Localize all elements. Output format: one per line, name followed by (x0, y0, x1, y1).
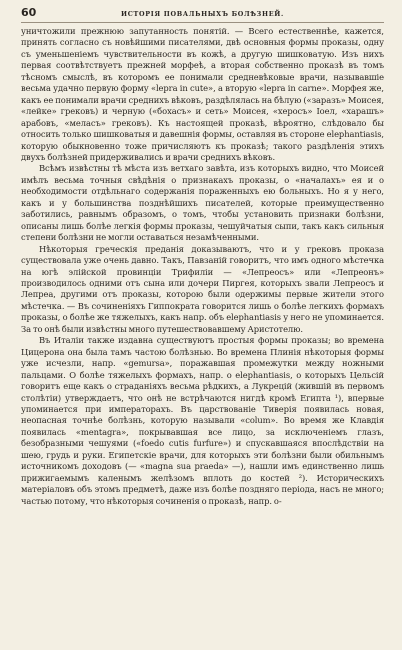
body-text (21, 26, 384, 507)
page-header (21, 6, 384, 23)
paragraph: уничтожили прежнюю запутанность понятій. — Всего естественнѣе, кажется, принять согласно съ новѣйшими писателями, двѣ основныя формы проказы, одну съ уменьшеніемъ чувствительности въ кожѣ, а другую шишковатую. Изъ нихъ первая соотвѣтствуетъ прежней морфеѣ, а вторая собственно проказѣ въ томъ тѣсномъ смыслѣ, въ которомъ ее понимали средневѣковые врачи, называвшіе весьма удачно первую форму «lepra in cute», а вторую «lepra in carne». Морфея же, какъ ее понимали врачи среднихъ вѣковъ, раздѣлялась на бѣлую («заразъ» Моисея, «лейке» грековъ) и черную («бохасъ» и сеть» Моисея, «херосъ» Іоел, «харашъ» арабовъ, «меласъ» грековъ). Къ настоящей проказѣ, вѣроятно, слѣдовало бы относить только шишковатыя и давешнія формы, оставляя въ стороне elephantiasis, которую обыкновенно тоже причисляютъ къ проказѣ; такого раздѣленія этихъ двухъ болѣзней придерживались и врачи среднихъ вѣковъ. (21, 26, 384, 162)
running-title: ИСТОРІЯ ПОВАЛЬНЫХЪ БОЛѢЗНЕЙ. (121, 10, 284, 18)
page-number: 60 (21, 6, 37, 19)
paragraph: Нѣкоторыя греческія преданія доказываютъ, что и у грековъ проказа существовала уже очень давно. Такъ, Павзаній говоритъ, что имъ одного мѣстечка на югѣ элійской провинціи Трифиліи — «Лепреосъ» или «Лепреонъ» производилось одними отъ сына или дочери Пиргея, которыхъ звали Лепреосъ и Лепреа, другими отъ проказы, которою были одержимы первые жители этого мѣстечка. — Въ сочиненіяхъ Гиппократа говорится лишь о болѣе легкихъ формахъ проказы, о болѣе же тяжелыхъ, какъ напр. объ elephantiasis у него не упоминается. За то онѣ были извѣстны много путешествовавшему Аристотелю. (21, 243, 384, 334)
paragraph: Всѣмъ извѣстны тѣ мѣста изъ ветхаго завѣта, изъ которыхъ видно, что Моисей имѣлъ весьма точныя свѣдѣнія о признакахъ проказы, о «началахъ» ея и о необходимости отдѣльнаго содержанія пораженныхъ ею больныхъ. Но я у него, какъ и у большинства позднѣйшихъ писателей, которые преимущественно заботились, равнымъ образомъ, о томъ, чтобы установить признаки болѣзни, описаны лишь болѣе легкія формы проказы, чешуйчатыя сыпи, такъ какъ сильныя степени болѣзни не могли оставаться незамѣченными. (21, 163, 384, 243)
paragraph: Въ Италіи также издавна существуютъ простыя формы проказы; во времена Цицерона она была тамъ частою болѣзнью. Во времена Плинія нѣкоторыя формы уже исчезли, напр. «gemursa», поражавшая промежутки между ножными пальцами. О болѣе тяжелыхъ формахъ, напр. о elephantiasis, о которыхъ Цельсій говоритъ еще какъ о страданіяхъ весьма рѣдкихъ, а Лукрецій (жившій въ первомъ столѣтіи) утверждаетъ, что онѣ не встрѣчаются нигдѣ кромѣ Египта ¹), впервые упоминается при императорахъ. Въ царствованіе Тиверія появилась новая, неопасная точнѣе болѣзнь, которую называли «colum». Во время же Клавдія появилась «mentagra», покрывавшая все лицо, за исключеніемъ глазъ, безобразными чешуями («foedo cutis furfure») и спускавшаяся впослѣдствіи на шею, грудь и руки. Египетскіе врачи, для которыхъ эти болѣзни были обильнымъ источникомъ доходовъ (— «magna sua praeda» —), нашли имъ единственно лишь прижигаемымъ каленымъ желѣзомъ вплоть до костей ²). Историческихъ матеріаловъ объ этомъ предметѣ, даже изъ болѣе поздняго періода, насъ не много; частью потому, что нѣкоторыя сочиненія о проказѣ, напр. о- (21, 335, 384, 506)
